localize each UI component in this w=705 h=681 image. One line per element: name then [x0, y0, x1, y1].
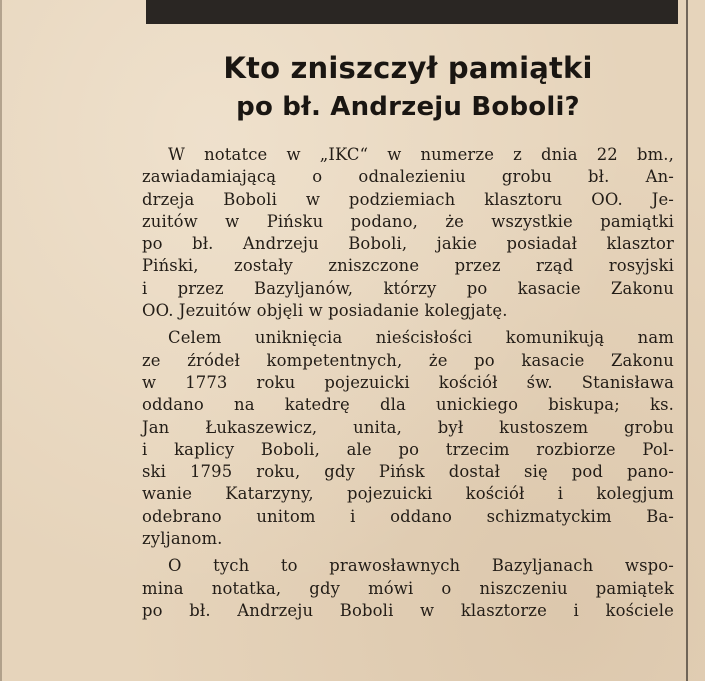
article-headline — [142, 48, 674, 126]
text-line: W notatce w „IKC“ w numerze z dnia 22 bm., — [168, 145, 674, 164]
text-line: Celem uniknięcia nieścisłości komunikują nam — [168, 328, 674, 348]
paragraph-2 — [142, 327, 674, 550]
text-line: wanie Katarzyny, pojezuicki kościół i kolegjum — [142, 484, 674, 504]
text-line: Jan Łukaszewicz, unita, był kustoszem grobu — [142, 417, 674, 437]
headline-line-2: po bł. Andrzeju Boboli? — [236, 92, 580, 122]
text-line: O tych to prawosławnych Bazyljanach wspo- — [168, 556, 674, 576]
article-body — [142, 144, 674, 622]
text-line: ski 1795 roku, gdy Pińsk dostał się pod pano- — [142, 462, 674, 482]
text-line: po bł. Andrzeju Boboli w klasztorze i kościele — [142, 600, 674, 620]
text-line: i przez Bazyljanów, którzy po kasacie Zakonu — [142, 278, 674, 298]
text-line: zuitów w Pińsku podano, że wszystkie pamiątki — [142, 211, 674, 231]
text-line: drzeja Boboli w podziemiach klasztoru OO. Je- — [142, 189, 674, 209]
text-line: zyljanom. — [142, 529, 223, 549]
text-line: i kaplicy Boboli, ale po trzecim rozbiorze Pol- — [142, 439, 674, 459]
article — [142, 48, 674, 622]
headline-line-1: Kto zniszczył pamiątki — [223, 51, 593, 85]
page-edge-rule — [0, 0, 2, 681]
text-line: OO. Jezuitów objęli w posiadanie kolegjatę. — [142, 301, 508, 321]
text-line: zawiadamiającą o odnalezieniu grobu bł. An- — [142, 167, 674, 187]
paragraph-1 — [142, 144, 674, 322]
text-line: oddano na katedrę dla unickiego biskupa; ks. — [142, 395, 674, 415]
text-line: odebrano unitom i oddano schizmatyckim Ba- — [142, 506, 674, 526]
text-line: mina notatka, gdy mówi o niszczeniu pamiątek — [142, 578, 674, 598]
text-line: Piński, zostały zniszczone przez rząd rosyjski — [142, 256, 674, 276]
top-image-strip — [146, 0, 678, 24]
paragraph-3 — [142, 555, 674, 622]
column-divider-rule — [686, 0, 688, 681]
text-line: po bł. Andrzeju Boboli, jakie posiadał klasztor — [142, 234, 674, 254]
text-line: w 1773 roku pojezuicki kościół św. Stanisława — [142, 372, 674, 392]
text-line: ze źródeł kompetentnych, że po kasacie Zakonu — [142, 350, 674, 370]
